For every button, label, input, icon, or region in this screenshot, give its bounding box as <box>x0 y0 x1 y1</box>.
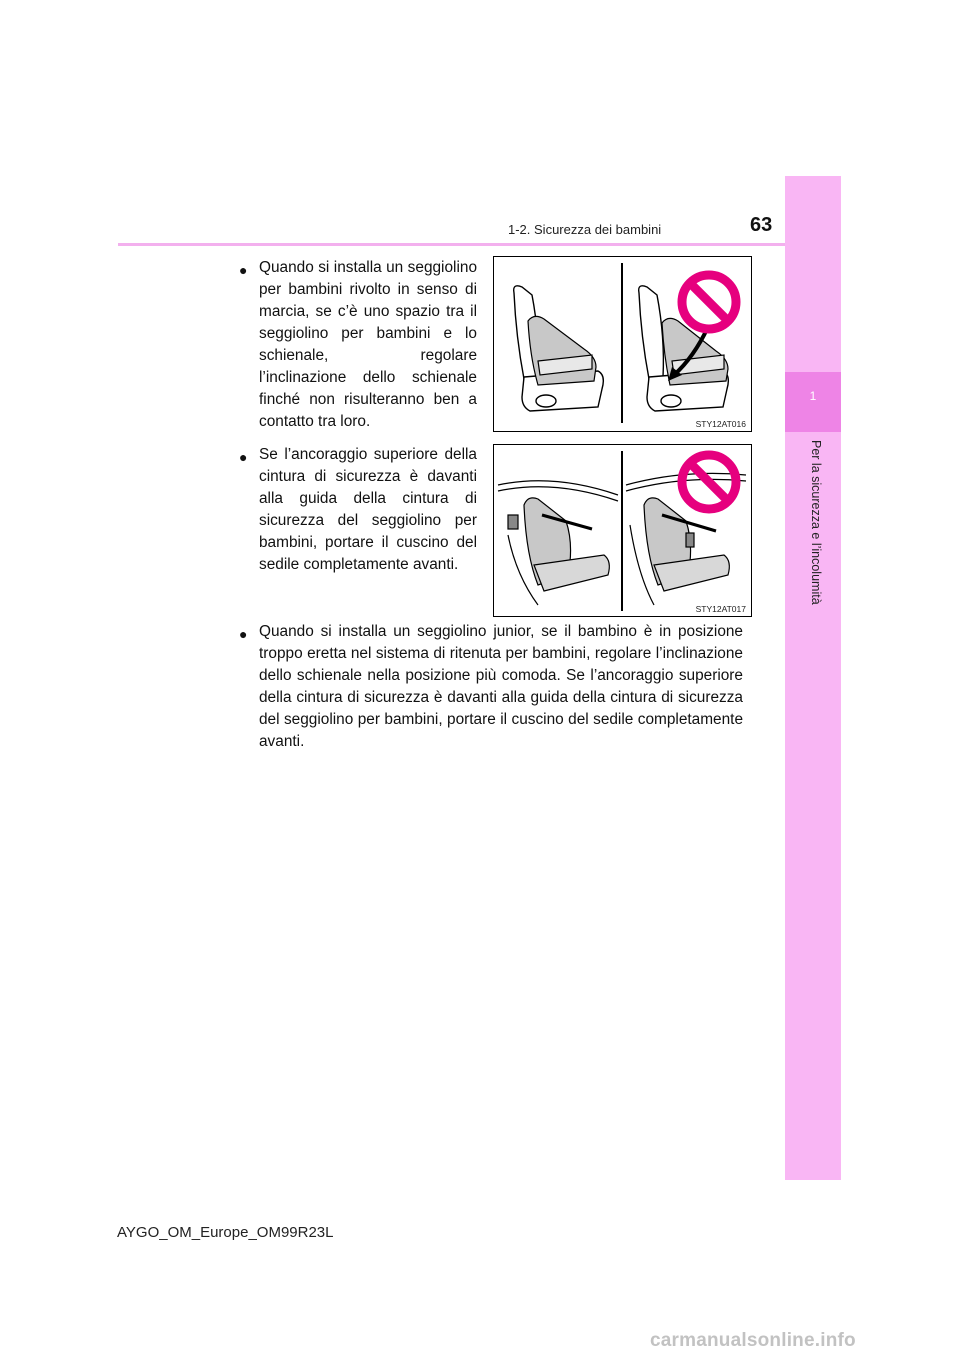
figure-seat-recline <box>493 256 752 432</box>
bullet-marker: ● <box>239 262 248 278</box>
chapter-number: 1 <box>809 389 817 403</box>
prohibition-icon <box>682 455 736 509</box>
chapter-side-tab <box>785 176 841 1180</box>
figure-code: STY12AT016 <box>695 419 746 429</box>
section-title: 1-2. Sicurezza dei bambini <box>508 222 662 237</box>
chapter-title: Per la sicurezza e l’incolumità <box>809 440 823 605</box>
bullet-marker: ● <box>239 449 248 465</box>
child-seat-left <box>508 498 609 591</box>
page-number: 63 <box>750 214 773 236</box>
document-id: AYGO_OM_Europe_OM99R23L <box>117 1224 334 1241</box>
figure-code: STY12AT017 <box>695 604 746 614</box>
cushion-forward-illustration <box>494 445 751 616</box>
watermark: carmanualsonline.info <box>650 1330 856 1351</box>
header-rule <box>118 243 840 246</box>
prohibition-icon <box>682 275 736 329</box>
bullet-marker: ● <box>239 626 248 642</box>
figure-cushion-forward <box>493 444 752 617</box>
seat-recline-illustration <box>494 257 751 431</box>
bullet-text-recline-seat: Quando si installa un seggiolino per bambini rivolto in senso di marcia, se c’è uno spazio tra il seggiolino per bambini e lo schienale, regolare l’inclinazione dello schienale finché non risulteranno ben a contatto tra loro. <box>259 259 477 430</box>
bullet-text-cushion-forward: Se l’ancoraggio superiore della cintura di sicurezza è davanti alla guida della cintura di sicurezza del seggiolino per bambini, portare il cuscino del sedile completamente avanti. <box>259 446 477 573</box>
child-seat-left <box>528 316 596 385</box>
bullet-text-junior-seat: Quando si installa un seggiolino junior, se il bambino è in posizione troppo eretta nel sistema di ritenuta per bambini, regolare l’inclinazione dello schienale nella posizione più comoda. Se l’ancoraggio superiore della cintura di sicurezza è davanti alla guida della cintura di sicurezza del seggiolino per bambini, portare il cuscino del sedile completamente avanti. <box>259 623 743 750</box>
